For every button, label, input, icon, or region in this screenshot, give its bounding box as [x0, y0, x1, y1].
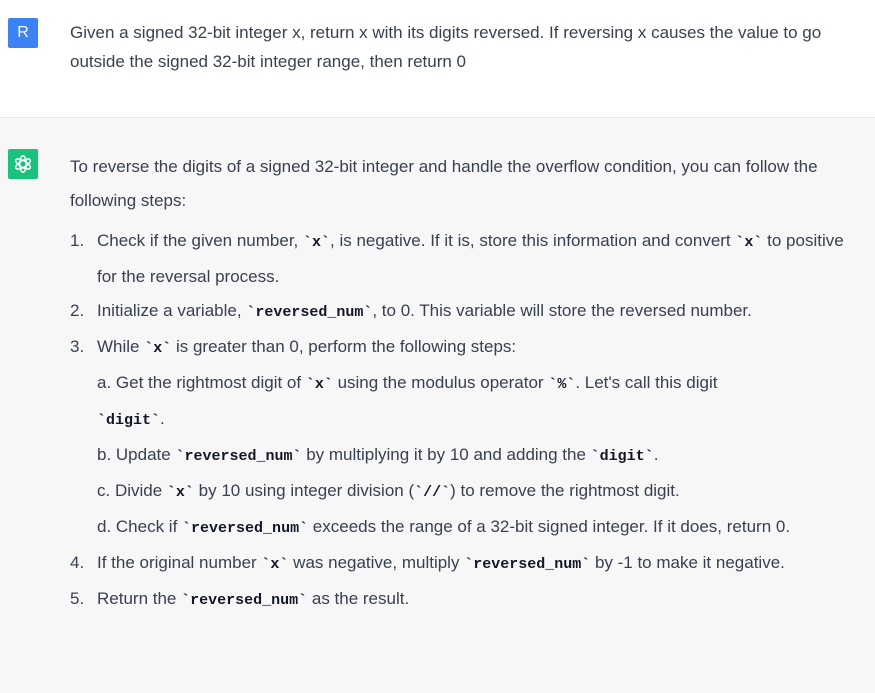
- step-number: 4.: [70, 553, 85, 572]
- sub-step-b: [97, 438, 860, 474]
- inline-code: `x`: [735, 234, 763, 251]
- sub-step-c: [97, 474, 860, 510]
- assistant-intro: To reverse the digits of a signed 32-bit integer and handle the overflow condition, you can follow the following steps:: [70, 157, 818, 210]
- step-text: , to 0. This variable will store the reversed number.: [372, 301, 752, 320]
- step-text: by -1 to make it negative.: [590, 553, 785, 572]
- step-text: .: [653, 445, 659, 464]
- list-item: [70, 224, 860, 294]
- user-message-text: Given a signed 32-bit integer x, return x with its digits reversed. If reversing x causes the value to go outside the signed 32-bit integer range, then return 0: [70, 23, 822, 71]
- step-text: Initialize a variable,: [97, 301, 247, 320]
- assistant-message: [0, 118, 875, 693]
- inline-code: `x`: [305, 376, 333, 393]
- step-text: .: [160, 409, 165, 428]
- inline-code: `//`: [414, 484, 451, 501]
- user-message: [0, 0, 875, 118]
- step-text: ) to remove the rightmost digit.: [450, 481, 680, 500]
- openai-logo-icon: [12, 153, 34, 175]
- step-text: , is negative. If it is, store this information and convert: [330, 231, 736, 250]
- step-text: as the result.: [307, 589, 410, 608]
- step-text: d. Check if: [97, 517, 183, 536]
- step-number: 3.: [70, 337, 85, 356]
- inline-code: `reversed_num`: [181, 592, 308, 609]
- list-item: [70, 330, 860, 546]
- list-item: [70, 546, 860, 582]
- step-text: was negative, multiply: [288, 553, 465, 572]
- sub-step-a: [97, 366, 860, 438]
- step-text: While: [97, 337, 145, 356]
- step-text: Check if the given number,: [97, 231, 304, 250]
- inline-code: `digit`: [590, 448, 654, 465]
- inline-code: `reversed_num`: [175, 448, 302, 465]
- step-text: If the original number: [97, 553, 262, 572]
- step-number: 2.: [70, 301, 85, 320]
- list-item: [70, 582, 860, 618]
- sub-step-d: [97, 510, 860, 546]
- user-avatar: [8, 18, 38, 48]
- inline-code: `reversed_num`: [464, 556, 591, 573]
- step-text: using the modulus operator: [332, 373, 549, 392]
- inline-code: `%`: [548, 376, 576, 393]
- inline-code: `reversed_num`: [182, 520, 309, 537]
- step-text: is greater than 0, perform the following steps:: [171, 337, 517, 356]
- steps-list: [70, 224, 860, 618]
- step-text: by multiplying it by 10 and adding the: [301, 445, 591, 464]
- inline-code: `digit`: [97, 412, 161, 429]
- user-avatar-letter: R: [17, 24, 29, 41]
- inline-code: `x`: [166, 484, 194, 501]
- step-text: to positive for the reversal process.: [97, 231, 844, 286]
- step-text: . Let's call this digit: [575, 373, 718, 392]
- inline-code: `x`: [144, 340, 172, 357]
- step-text: c. Divide: [97, 481, 167, 500]
- step-text: b. Update: [97, 445, 176, 464]
- step-text: a. Get the rightmost digit of: [97, 373, 306, 392]
- inline-code: `x`: [261, 556, 289, 573]
- step-number: 1.: [70, 231, 85, 250]
- step-number: 5.: [70, 589, 85, 608]
- assistant-avatar: [8, 149, 38, 179]
- list-item: [70, 294, 860, 330]
- inline-code: `x`: [303, 234, 331, 251]
- step-text: Return the: [97, 589, 182, 608]
- step-text: exceeds the range of a 32-bit signed integer. If it does, return 0.: [308, 517, 791, 536]
- inline-code: `reversed_num`: [246, 304, 373, 321]
- step-text: by 10 using integer division (: [193, 481, 415, 500]
